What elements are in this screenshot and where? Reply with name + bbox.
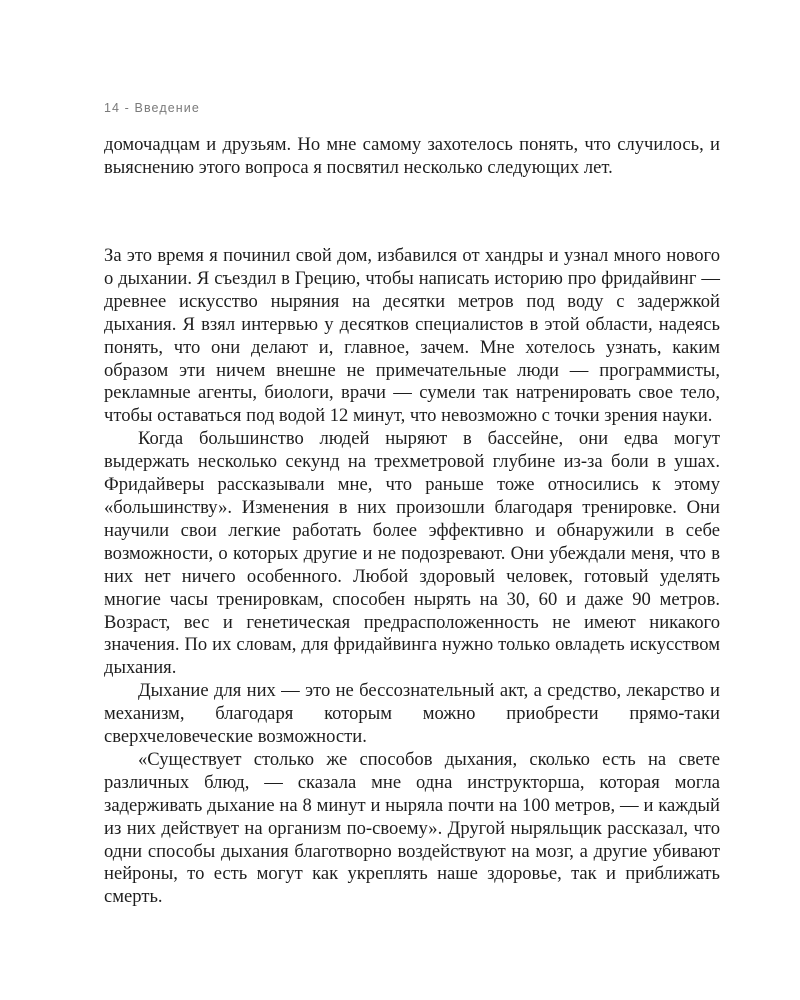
main-text-block [104,245,720,909]
paragraph-1: За это время я починил свой дом, избавился от хандры и узнал много нового о дыхании. Я съездил в Грецию, чтобы написать историю про фридайвинг — древнее искусство ныряния на десятки метров под воду с задержкой дыхания. Я взял интервью у десятков специалистов в этой области, надеясь понять, что они делают и, главное, зачем. Мне хотелось узнать, каким образом эти ничем внешне не примечательные люди — программисты, рекламные агенты, биологи, врачи — сумели так натренировать свое тело, чтобы оставаться под водой 12 минут, что невозможно с точки зрения науки. [104,245,720,427]
running-head: 14 - Введение [104,101,200,115]
continuation-block [104,134,720,180]
continuation-paragraph: домочадцам и друзьям. Но мне самому захотелось понять, что случилось, и выяснению этого вопроса я посвятил несколько следующих лет. [104,134,720,178]
paragraph-3: Дыхание для них — это не бессознательный акт, а средство, лекарство и механизм, благодаря которым можно приобрести прямо-таки сверхчеловеческие возможности. [104,680,720,748]
paragraph-2: Когда большинство людей ныряют в бассейне, они едва могут выдержать несколько секунд на трехметровой глубине из-за боли в ушах. Фридайверы рассказывали мне, что раньше тоже относились к этому «большинству». Изменения в них произошли благодаря тренировке. Они научили свои легкие работать более эффективно и обнаружили в себе возможности, о которых другие и не подозревают. Они убеждали меня, что в них нет ничего особенного. Любой здоровый человек, готовый уделять многие часы тренировкам, способен нырять на 30, 60 и даже 90 метров. Возраст, вес и генетическая предрасположенность не имеют никакого значения. По их словам, для фридайвинга нужно только овладеть искусством дыхания. [104,428,720,679]
paragraph-4: «Существует столько же способов дыхания, сколько есть на свете различных блюд, — сказала мне одна инструкторша, которая могла задерживать дыхание на 8 минут и ныряла почти на 100 метров, — и каждый из них действует на организм по-своему». Другой ныряльщик рассказал, что одни способы дыхания благотворно воздействуют на мозг, а другие убивают нейроны, то есть могут как укреплять наше здоровье, так и приближать смерть. [104,748,720,908]
